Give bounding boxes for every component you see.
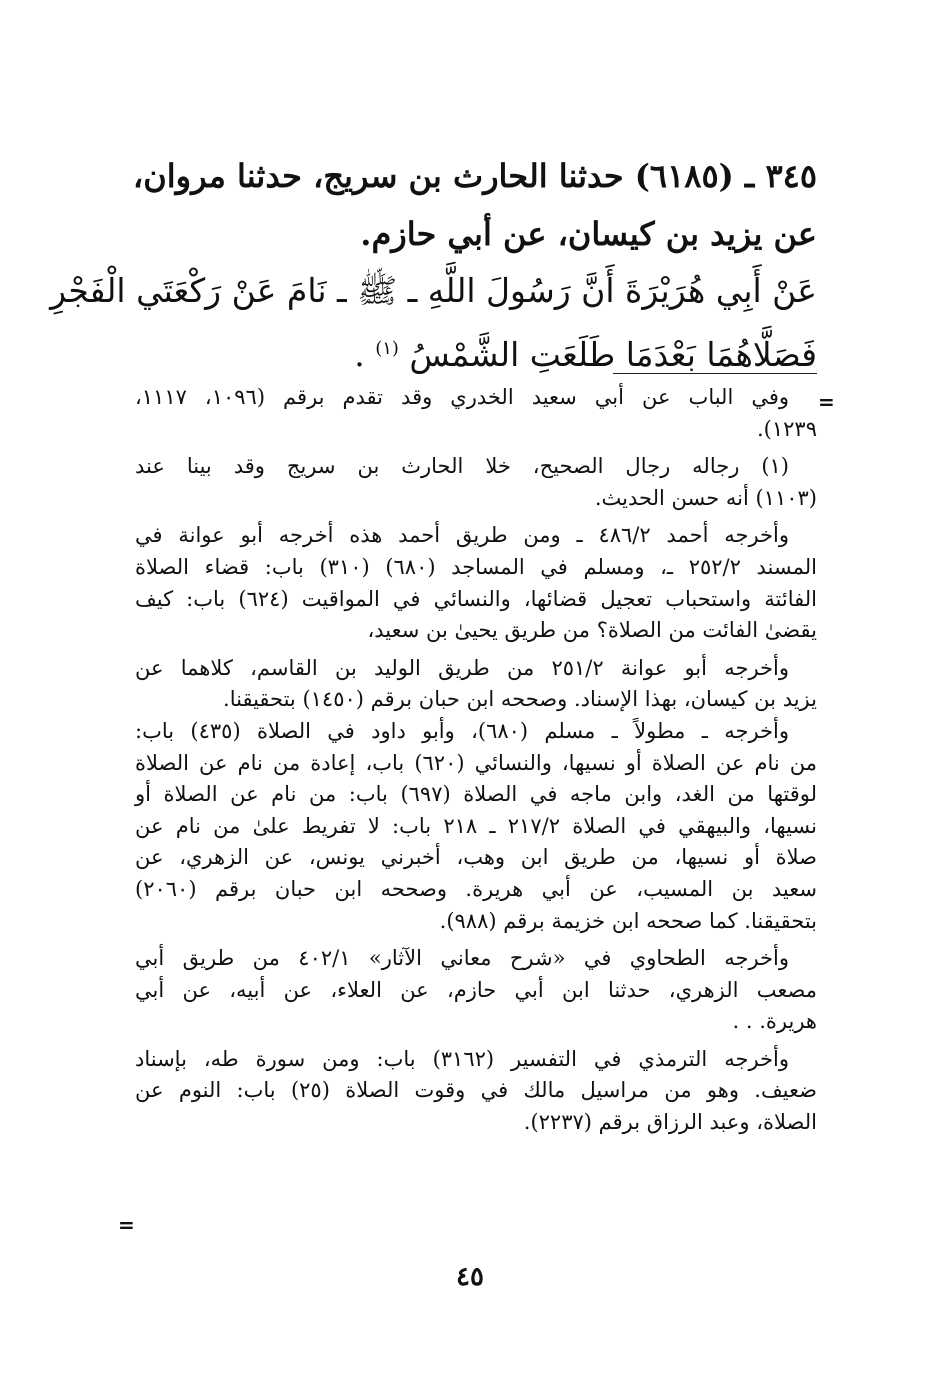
footnote-line: ١٢٣٩).	[757, 416, 817, 441]
footnote-1	[135, 451, 817, 514]
isnad-line-1: ٣٤٥ ـ (٦١٨٥) حدثنا الحارث بن سريج، حدثنا مروان،	[132, 157, 817, 195]
matn-line-2	[135, 320, 817, 384]
footnote-line: من نام عن الصلاة أو نسيها، والنسائي (٦٢٠) باب، إعادة من نام عن الصلاة	[135, 750, 817, 775]
footnote-line: صلاة أو نسيها، من طريق ابن وهب، أخبرني يونس، عن الزهري، عن	[135, 845, 817, 870]
footnote-line: (١) رجاله رجال الصحيح، خلا الحارث بن سريج وقد بينا عند	[135, 454, 789, 479]
footnote-line: نسيها، والبيهقي في الصلاة ٢١٧/٢ ـ ٢١٨ باب: لا تفريط علىٰ من نام عن	[135, 813, 817, 838]
footnote-line: ضعيف. وهو من مراسيل مالك في وقوت الصلاة (٢٥) باب: النوم عن	[135, 1078, 817, 1103]
page-number: ٤٥	[456, 1262, 484, 1292]
footnotes	[135, 382, 817, 1139]
footnote-line: وفي الباب عن أبي سعيد الخدري وقد تقدم برقم (١٠٩٦، ١١١٧،	[135, 385, 790, 409]
footnote-line: وأخرجه الترمذي في التفسير (٣١٦٢) باب: ومن سورة طه، بإسناد	[135, 1046, 790, 1071]
footnote-line: لوقتها من الغد، وابن ماجه في الصلاة (٦٩٧) باب: من نام عن الصلاة أو	[135, 782, 817, 807]
hadith-matn	[50, 262, 817, 384]
matn-line-2-text: فَصَلَّاهُمَا بَعْدَمَا طَلَعَتِ الشَّمْسُ	[409, 335, 817, 374]
footnote-line: مصعب الزهري، حدثنا ابن أبي حازم، عن العلاء، عن أبيه، عن أبي	[135, 977, 817, 1002]
footnote-line: (١١٠٣) أنه حسن الحديث.	[594, 485, 817, 510]
continuation-mark-bottom: =	[118, 1213, 135, 1237]
footnote-line: يقضىٰ الفائت من الصلاة؟ من طريق يحيىٰ بن سعيد،	[367, 618, 817, 643]
matn-line-1: عَنْ أَبِي هُرَيْرَةَ أَنَّ رَسُولَ اللَّهِ ـ ﷺ ـ نَامَ عَنْ رَكْعَتَي الْفَجْرِ	[50, 271, 817, 310]
footnote-line: وأخرجه أحمد ٤٨٦/٢ ـ ومن طريق أحمد هذه أخرجه أبو عوانة في	[135, 523, 789, 548]
footnote-line: يزيد بن كيسان، بهذا الإسناد. وصححه ابن حبان برقم (١٤٥٠) بتحقيقنا.	[223, 687, 817, 712]
footnote-line: بتحقيقنا. كما صححه ابن خزيمة برقم (٩٨٨).	[439, 908, 817, 933]
footnote-line: سعيد بن المسيب، عن أبي هريرة. وصححه ابن حبان برقم (٢٠٦٠)	[135, 876, 817, 901]
footnote-paragraph-3	[135, 653, 817, 716]
footnote-paragraph-5	[135, 943, 817, 1038]
footnote-continued	[135, 382, 817, 445]
footnote-reference: (١)	[375, 338, 399, 359]
continuation-mark-top: =	[818, 390, 835, 414]
footnote-line: الصلاة، وعبد الرزاق برقم (٢٢٣٧).	[523, 1110, 817, 1135]
footnote-line: المسند ٢٥٢/٢ ـ، ومسلم في المساجد (٦٨٠) (٣١٠) باب: قضاء الصلاة	[135, 554, 817, 579]
matn-end-mark: .	[354, 335, 365, 374]
footnote-line: الفائتة واستحباب تعجيل قضائها، والنسائي في المواقيت (٦٢٤) باب: كيف	[135, 586, 817, 611]
footnote-line: وأخرجه الطحاوي في «شرح معاني الآثار» ٤٠٢/١ من طريق أبي	[135, 946, 789, 971]
footnote-line: وأخرجه أبو عوانة ٢٥١/٢ من طريق الوليد بن القاسم، كلاهما عن	[135, 655, 790, 680]
isnad-line-2: عن يزيد بن كيسان، عن أبي حازم.	[360, 215, 817, 253]
footnote-paragraph-6	[135, 1044, 817, 1139]
footnote-line: هريرة. . .	[732, 1009, 817, 1034]
footnote-paragraph-4	[135, 716, 817, 937]
footnote-line: وأخرجه ـ مطولاً ـ مسلم (٦٨٠)، وأبو داود في الصلاة (٤٣٥) باب:	[135, 718, 790, 743]
footnote-divider	[613, 373, 817, 374]
footnote-paragraph-2	[135, 520, 817, 646]
hadith-isnad	[132, 147, 817, 263]
